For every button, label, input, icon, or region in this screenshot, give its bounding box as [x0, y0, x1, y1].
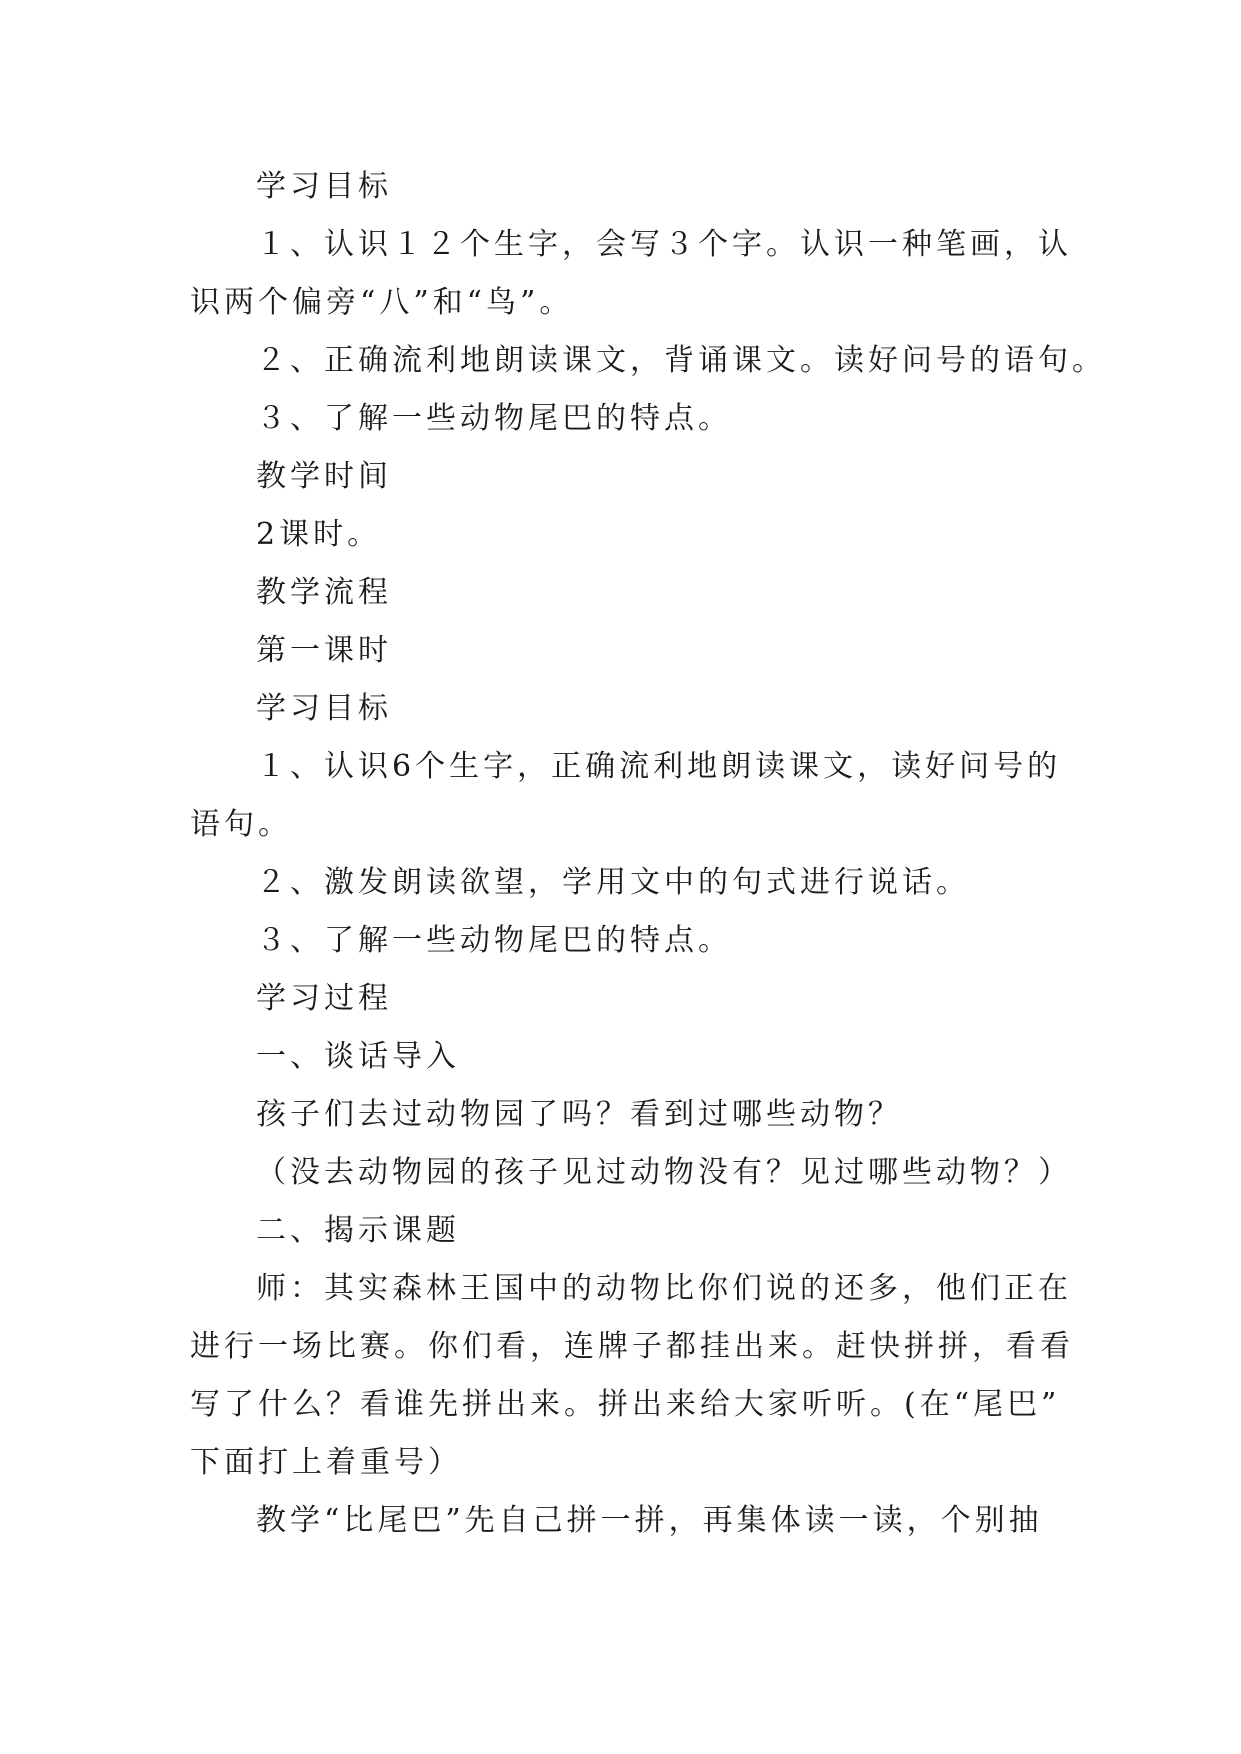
section-heading-learning-goals: 学习目标 — [256, 169, 392, 204]
intro-question: 孩子们去过动物园了吗？看到过哪些动物？ — [256, 1097, 902, 1132]
lesson-goal-item-3: ３、了解一些动物尾巴的特点。 — [256, 923, 732, 958]
goal-item-1-continued: 识两个偏旁“八”和“鸟”。 — [190, 285, 574, 320]
section-heading-first-lesson: 第一课时 — [256, 633, 392, 668]
lesson-goal-item-1-continued: 语句。 — [190, 807, 292, 842]
step-heading-intro: 一、谈话导入 — [256, 1039, 460, 1074]
section-heading-teaching-flow: 教学流程 — [256, 575, 392, 610]
goal-item-1: １、认识１２个生字，会写３个字。认识一种笔画，认 — [256, 227, 1072, 262]
intro-question-alt: （没去动物园的孩子见过动物没有？见过哪些动物？） — [256, 1155, 1072, 1190]
goal-item-3: ３、了解一些动物尾巴的特点。 — [256, 401, 732, 436]
goal-item-2: ２、正确流利地朗读课文，背诵课文。读好问号的语句。 — [256, 343, 1106, 378]
teacher-paragraph-line-1: 师：其实森林王国中的动物比你们说的还多，他们正在 — [256, 1271, 1072, 1306]
lesson-goal-item-2: ２、激发朗读欲望，学用文中的句式进行说话。 — [256, 865, 970, 900]
teacher-paragraph-line-4: 下面打上着重号） — [190, 1445, 462, 1480]
teacher-paragraph-line-3: 写了什么？看谁先拼出来。拼出来给大家听听。(在“尾巴” — [190, 1387, 1061, 1422]
section-heading-learning-process: 学习过程 — [256, 981, 392, 1016]
step-heading-reveal-title: 二、揭示课题 — [256, 1213, 460, 1248]
document-body — [190, 158, 1106, 1550]
section-heading-learning-goals-2: 学习目标 — [256, 691, 392, 726]
section-heading-teaching-time: 教学时间 — [256, 459, 392, 494]
lesson-goal-item-1: １、认识6个生字，正确流利地朗读课文，读好问号的 — [256, 749, 1062, 784]
teacher-paragraph-line-2: 进行一场比赛。你们看，连牌子都挂出来。赶快拼拼，看看 — [190, 1329, 1074, 1364]
teaching-time-value: 2课时。 — [256, 517, 382, 552]
teaching-paragraph-line-1: 教学“比尾巴”先自己拼一拼，再集体读一读，个别抽 — [256, 1503, 1043, 1538]
